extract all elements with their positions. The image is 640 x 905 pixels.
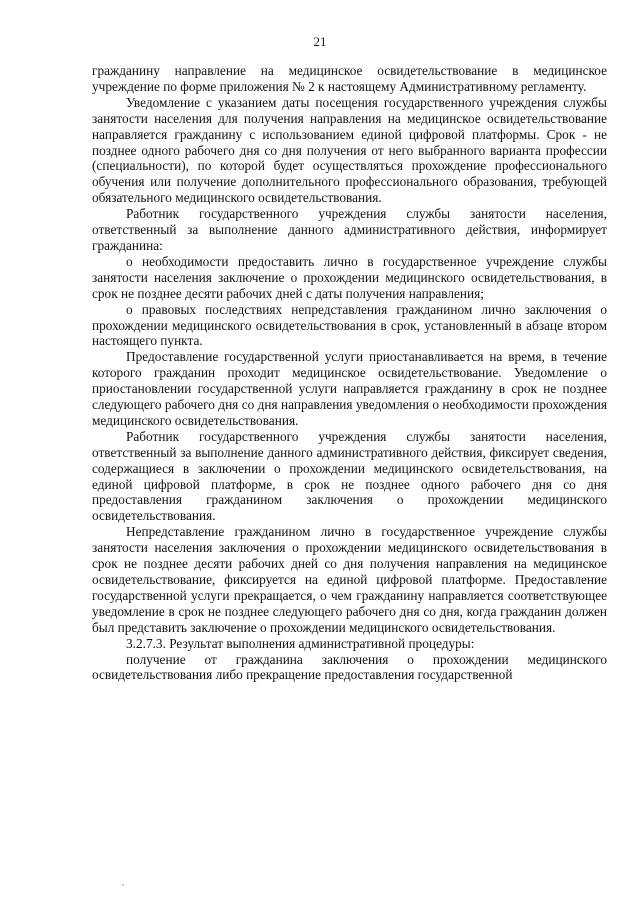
paragraph: Работник государственного учреждения службы занятости населения, ответственный за выполнение данного административного действия, фиксирует сведения, содержащиеся в заключении о прохождении медицинского освидетельствования, на единой цифровой платформе, в срок не позднее одного рабочего дня со дня предоставления гражданином заключения о прохождении медицинского освидетельствования. bbox=[92, 428, 607, 524]
paragraph: Уведомление с указанием даты посещения государственного учреждения службы занятости населения для получения направления на медицинское освидетельствование направляется гражданину с использованием единой цифровой платформы. Срок - не позднее одного рабочего дня со дня получения от него выбранного варианта профессии (специальности), по которой будет осуществляться прохождение профессионального обучения или получение дополнительного профессионального образования, требующей обязательного медицинского освидетельствования. bbox=[92, 94, 607, 206]
paragraph: о необходимости предоставить лично в государственное учреждение службы занятости населения заключение о прохождении медицинского освидетельствования, в срок не позднее десяти рабочих дней с даты получения направления; bbox=[92, 253, 607, 301]
scan-speck bbox=[122, 884, 124, 886]
page-number: 21 bbox=[313, 34, 327, 49]
paragraph: Предоставление государственной услуги приостанавливается на время, в течение которого гражданин проходит медицинское освидетельствование. Уведомление о приостановлении государственной услуги направляется гражданину в срок не позднее следующего рабочего дня со дня направления уведомления о необходимости прохождения медицинского освидетельствования. bbox=[92, 349, 607, 428]
document-body bbox=[92, 63, 607, 683]
section-heading: 3.2.7.3. Результат выполнения административной процедуры: bbox=[126, 635, 475, 651]
paragraph: Непредставление гражданином лично в государственное учреждение службы занятости населения заключения о прохождении медицинского освидетельствования в срок не позднее десяти рабочих дней со дня получения направления на медицинское освидетельствование, фиксируется на единой цифровой платформе. Предоставление государственной услуги прекращается, о чем гражданину направляется соответствующее уведомление в срок не позднее следующего рабочего дня со дня, когда гражданин должен был представить заключение о прохождении медицинского освидетельствования. bbox=[92, 524, 607, 635]
paragraph: Работник государственного учреждения службы занятости населения, ответственный за выполнение данного административного действия, информирует гражданина: bbox=[92, 206, 607, 253]
paragraph: получение от гражданина заключения о прохождении медицинского освидетельствования либо прекращение предоставления государственной bbox=[92, 651, 607, 683]
paragraph: гражданину направление на медицинское освидетельствование в медицинское учреждение по форме приложения № 2 к настоящему Административному регламенту. bbox=[92, 63, 607, 94]
paragraph: о правовых последствиях непредставления гражданином лично заключения о прохождении медицинского освидетельствования в срок, установленный в абзаце втором настоящего пункта. bbox=[92, 301, 607, 349]
